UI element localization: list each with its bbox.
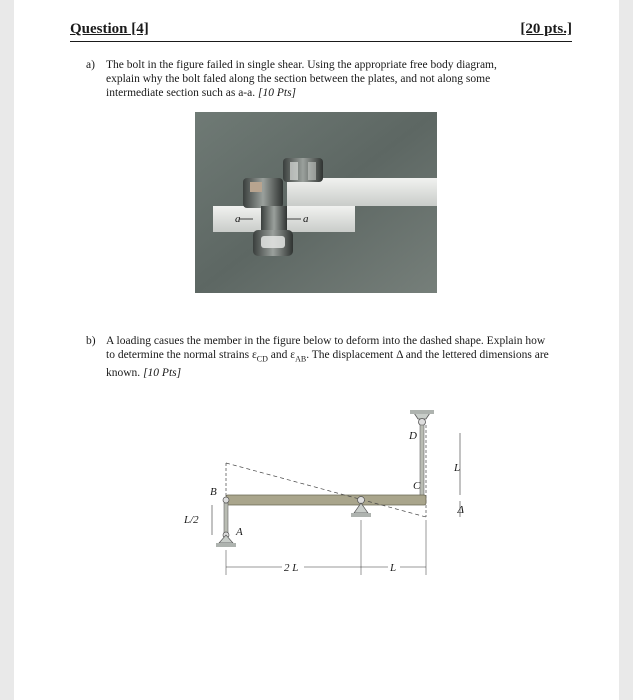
mid-support-base <box>351 513 371 517</box>
rod-cd <box>420 425 424 497</box>
part-b-text <box>106 334 549 380</box>
part-a-line-2: explain why the bolt faled along the section between the plates, and not along some <box>106 73 491 85</box>
rod-ab <box>224 503 228 533</box>
part-a-line-1: The bolt in the figure failed in single shear. Using the appropriate free body diagram, <box>106 59 497 71</box>
a-support <box>219 535 233 543</box>
beam <box>226 495 426 505</box>
part-a-points: [10 Pts] <box>258 87 297 99</box>
part-b-line-1: A loading casues the member in the figure below to deform into the dashed shape. Explain how <box>106 335 546 347</box>
bolt-photo <box>195 112 437 293</box>
part-b-label: b) <box>86 335 96 347</box>
label-half-l: L/2 <box>184 514 199 526</box>
beam-deformed <box>226 463 426 517</box>
part-b <box>86 334 586 380</box>
label-delta: Δ <box>457 504 464 516</box>
label-b: B <box>210 486 217 498</box>
part-a <box>86 58 576 104</box>
label-2l: 2 L <box>284 562 299 574</box>
document-page <box>14 0 619 700</box>
label-d: D <box>409 430 417 442</box>
label-l-right: L <box>454 462 461 474</box>
part-b-points: [10 Pts] <box>143 367 182 380</box>
part-a-label: a) <box>86 59 95 71</box>
question-points: [20 pts.] <box>520 21 572 37</box>
a-support-base <box>216 543 236 547</box>
question-title: Question [4] <box>70 21 149 37</box>
part-a-line-3: intermediate section such as a-a. <box>106 87 256 99</box>
d-support-base <box>410 410 434 414</box>
label-c: C <box>413 480 421 492</box>
strain-cd-subscript: CD <box>256 354 268 364</box>
part-a-line-3-wrap <box>106 86 497 100</box>
part-b-line-2: to determine the normal strains $\varepsilon_{CD}$ and $\varepsilon_{AB}$. The displacement Δ and the lettered dimensions are <box>106 349 549 364</box>
photo-label-a-right: a <box>303 213 309 225</box>
deformation-diagram <box>164 405 464 580</box>
strain-ab-subscript: AB <box>295 354 307 364</box>
label-l-bottom: L <box>390 562 397 574</box>
part-a-text <box>106 58 497 100</box>
d-pin <box>419 419 426 426</box>
label-a: A <box>236 526 243 538</box>
question-header <box>70 21 572 42</box>
b-pin <box>223 497 229 503</box>
photo-label-a-left: a <box>235 213 241 225</box>
part-b-line-3: known. [10 Pts] <box>106 367 182 380</box>
